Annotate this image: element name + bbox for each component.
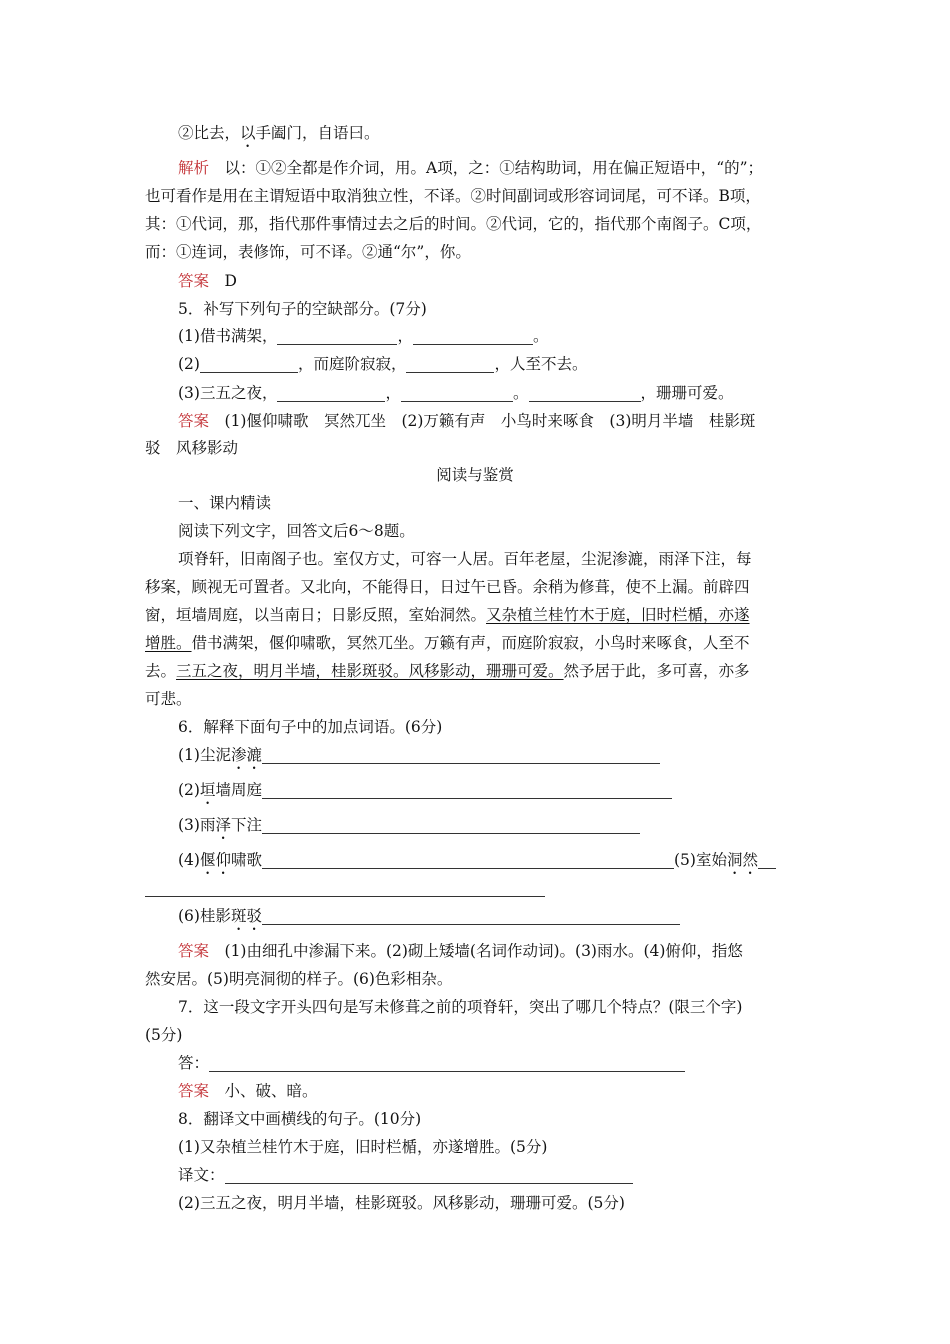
q6-item-3: (3)雨泽下注 <box>178 812 843 843</box>
q7-answer-field: 答： <box>178 1050 843 1076</box>
answer-blank[interactable] <box>225 1165 633 1184</box>
q7-title-line-1: 7．这一段文字开头四句是写未修葺之前的项脊轩，突出了哪几个特点？(限三个字) <box>178 998 743 1016</box>
answer-label: 答案 <box>178 272 210 290</box>
answer-blank[interactable] <box>262 906 680 925</box>
q8-translation-field: 译文： <box>178 1162 843 1188</box>
answer-blank[interactable] <box>277 383 385 402</box>
passage-line-1: 项脊轩，旧南阁子也。室仅方丈，可容一人居。百年老屋，尘泥渗漉，雨泽下注，每 <box>178 550 752 568</box>
answer-blank[interactable] <box>262 815 640 834</box>
answer-blank[interactable] <box>758 850 776 869</box>
q7-answer: 答案 小、破、暗。 <box>178 1082 318 1100</box>
answer-blank[interactable] <box>262 780 672 799</box>
underlined-sentence: 又杂植兰桂竹木于庭，旧时栏楯，亦遂 <box>486 606 750 624</box>
answer-blank[interactable] <box>145 878 545 897</box>
q6-item-2: (2)垣墙周庭 <box>178 777 843 808</box>
answer-label: 答案 <box>178 412 210 430</box>
passage-line-2: 移案，顾视无可置者。又北向，不能得日，日过午已昏。余稍为修葺，使不上漏。前辟四 <box>145 578 750 596</box>
passage-line-3: 窗，垣墙周庭，以当南日；日影反照，室始洞然。又杂植兰桂竹木于庭，旧时栏楯，亦遂 <box>145 606 750 624</box>
answer-blank[interactable] <box>406 354 494 373</box>
subsection-title: 一、课内精读 <box>178 494 272 512</box>
q8-item-1: (1)又杂植兰桂竹木于庭，旧时栏楯，亦遂增胜。(5分) <box>178 1138 548 1156</box>
answer-blank[interactable] <box>262 850 674 869</box>
q6-answer-line-2: 然安居。(5)明亮洞彻的样子。(6)色彩相杂。 <box>145 970 453 988</box>
q6-item-6: (6)桂影斑驳 <box>178 903 843 934</box>
answer-label: 答案 <box>178 1082 210 1100</box>
q5-title: 5．补写下列句子的空缺部分。(7分) <box>178 300 427 318</box>
analysis-label: 解析 <box>178 159 210 177</box>
q8-item-2: (2)三五之夜，明月半墙，桂影斑驳。风移影动，珊珊可爱。(5分) <box>178 1194 625 1212</box>
q4-analysis-line-1: 解析 以：①②全都是作介词，用。A项，之：①结构助词，用在偏正短语中，“的”； <box>178 159 764 177</box>
q5-item-1: (1)借书满架， ， 。 <box>178 327 549 345</box>
answer-blank[interactable] <box>401 383 513 402</box>
q4-item-2: ②比去，以手阖门，自语曰。 <box>178 124 380 142</box>
q5-answer-line-1: 答案 (1)偃仰啸歌 冥然兀坐 (2)万籁有声 小鸟时来啄食 (3)明月半墙 桂影斑 <box>178 412 756 430</box>
q6-item-1: (1)尘泥渗漉 <box>178 742 843 773</box>
q5-item-2: (2) ，而庭阶寂寂， ，人至不去。 <box>178 355 588 373</box>
underlined-sentence: 增胜。 <box>145 634 192 652</box>
q8-title: 8．翻译文中画横线的句子。(10分) <box>178 1110 422 1128</box>
q6-title: 6．解释下面句子中的加点词语。(6分) <box>178 718 443 736</box>
q4-analysis-line-3: 其：①代词，那，指代那件事情过去之后的时间。②代词，它的，指代那个南阁子。C项， <box>145 215 762 233</box>
q4-analysis-line-2: 也可看作是用在主谓短语中取消独立性，不译。②时间副词或形容词词尾，可不译。B项， <box>145 187 761 205</box>
answer-blank[interactable] <box>262 745 660 764</box>
answer-label: 答案 <box>178 942 210 960</box>
answer-blank[interactable] <box>529 383 641 402</box>
answer-blank[interactable] <box>277 326 397 345</box>
section-title: 阅读与鉴赏 <box>436 466 514 484</box>
reading-intro: 阅读下列文字，回答文后6～8题。 <box>178 522 415 540</box>
answer-blank[interactable] <box>200 354 298 373</box>
q6-answer-line-1: 答案 (1)由细孔中渗漏下来。(2)砌上矮墙(名词作动词)。(3)雨水。(4)俯仰，指悠 <box>178 942 743 960</box>
q6-item-4-5: (4)偃仰啸歌 (5)室始洞然 <box>178 847 843 878</box>
passage-line-6: 可悲。 <box>145 690 192 708</box>
passage-line-4: 增胜。借书满架，偃仰啸歌，冥然兀坐。万籁有声，而庭阶寂寂，小鸟时来啄食，人至不 <box>145 634 750 652</box>
q7-title-line-2: (5分) <box>145 1026 183 1044</box>
underlined-sentence: 三五之夜，明月半墙，桂影斑驳。风移影动，珊珊可爱。 <box>176 662 564 680</box>
q4-analysis-line-4: 而：①连词，表修饰，可不译。②通“尔”，你。 <box>145 243 471 261</box>
answer-blank[interactable] <box>209 1053 685 1072</box>
q4-answer: 答案 D <box>178 272 237 290</box>
q5-answer-line-2: 驳 风移影动 <box>145 439 239 457</box>
passage-line-5: 去。三五之夜，明月半墙，桂影斑驳。风移影动，珊珊可爱。然予居于此，多可喜，亦多 <box>145 662 750 680</box>
q5-item-3: (3)三五之夜， ， 。 ，珊珊可爱。 <box>178 384 734 402</box>
answer-blank[interactable] <box>413 326 533 345</box>
q6-item-5-continued <box>145 875 810 901</box>
